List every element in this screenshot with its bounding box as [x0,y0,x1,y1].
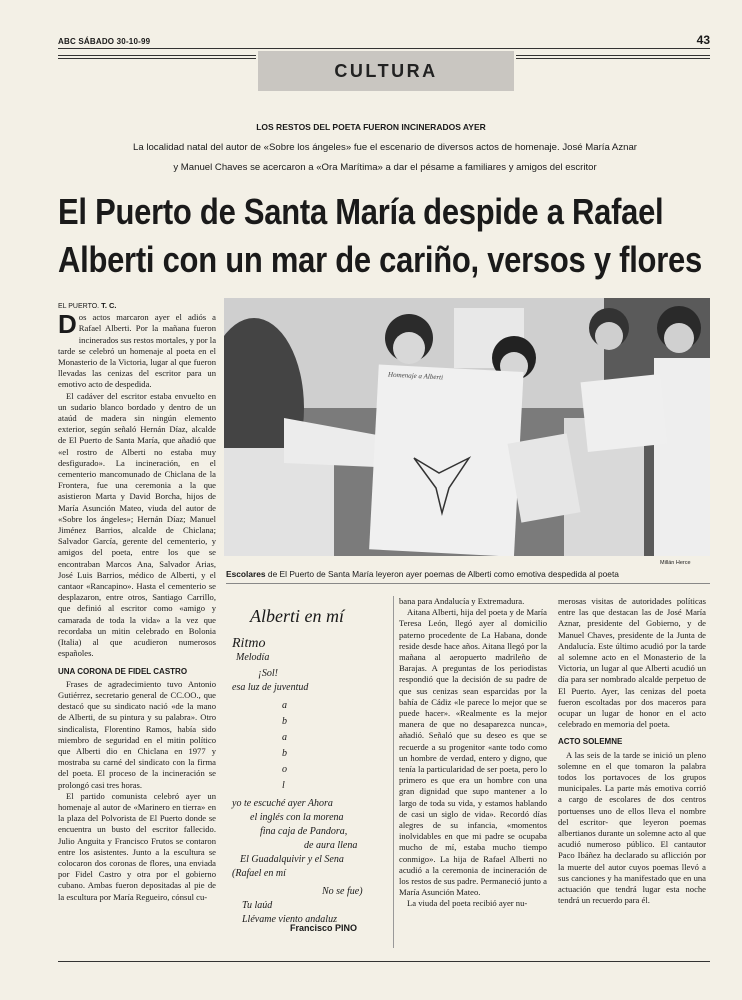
page-number: 43 [696,33,710,47]
byline-author: T. C. [101,301,117,310]
paragraph: Frases de agradecimiento tuvo Antonio Gutiérrez, secretario general de CC.OO., que destacó que su sindicato nació «de la mano de Alberti, de su pintura y su palabra». Otro sindicalista, Florentino Ramos, había sido miembro de seguridad en el mitin político que Alberti dio en Chiclana en 1977 y mostraba su carné del sindicato con la firma del poeta. El proceso de la incineración se prolongó casi tres horas. [58,678,216,790]
poem-line: de aura llena [304,840,358,851]
poem-line: No se fue) [322,886,363,897]
poem-line [232,637,265,652]
poem-line: yo te escuché ayer Ahora [232,798,333,809]
poem-line: fina caja de Pandora, [260,826,348,837]
headline-line: El Puerto de Santa María despide a Rafael [58,191,664,232]
paragraph: A las seis de la tarde se inició un pleno solemne en el que tomaron la palabra todos los portavoces de los grupos municipales. La parte más emotiva corrió a cargo de escolares de dos centros portuenses uno de ellos lleva el nombre del escritor- que leyeron poemas albertianos durante un solemne acto al que acudió numeroso público. El cantautor Paco Ibáñez ha declarado su aflicción por la muerte del autor cuyos poemas llevó a sus canciones y ha manifestado que en una actuación que tendrá lugar esta noche tendrá un recuerdo para él. [558,749,706,906]
column-divider [393,596,394,948]
poem-line: (Rafael en mí [232,868,286,879]
band-rule-left-2 [58,58,256,59]
paragraph: El cadáver del escritor estaba envuelto en un sudario blanco bordado y dentro de un ataúd de madera sin ningún elemento exterior, según señaló Hernán Díaz, alcalde de El Puerto de Santa María, que añadió que «el rostro de Alberti no estaba muy desfigurado». La incineración, en el cementerio mancomunado de Chiclana de la Frontera, fue una ceremonia a la que asistieron Marta y David Borcha, hijos de María Asunción Mateo, viuda del autor de «Sobre los ángeles»; Hernán Díaz; Manuel Jiménez Barrios, alcalde de Chiclana; Salvador García, gerente del cementerio, y amigos del poeta, entre los que se encontraban Marcos Ana, Salvador Arias, José Luis Barrios, médico de Alberti, y el cantaor «Rancapino». Hasta el cementerio se desplazaron, entre otros, Santiago Carrillo, que definió al escritor como «amigo y camarada de toda la vida» a la vez que recordaba un mitin celebrado en Bolonia (Italia) al que acudieron numerosos españoles. [58,390,216,659]
poem-line: Melodía [236,652,270,663]
paragraph: os actos marcaron ayer el adiós a Rafael Alberti. Por la mañana fueron incinerados sus restos mortales, y por la tarde se celebró un homenaje al poeta en el Monasterio de la Victoria, lugar al que fueron llevadas las cenizas del escritor para un emotivo acto de despedida. [58,312,217,390]
band-rule-right-2 [516,58,710,59]
poem-body [226,637,389,937]
subheading: UNA CORONA DE FIDEL CASTRO [58,666,188,676]
page-header-date: ABC SÁBADO 30-10-99 [58,37,151,46]
poem-box [226,592,389,947]
deck [60,138,710,178]
caption-rule [226,583,710,584]
band-rule-right [516,55,710,56]
paragraph: La viuda del poeta recibió ayer nu- [407,898,528,909]
headline [58,188,712,284]
poem-line: El Guadalquivir y el Sena [240,854,344,865]
deck-line: y Manuel Chaves se acercaron a «Ora Marítima» a dar el pésame a familiares y amigos del escritor [173,162,597,173]
article-column-4 [558,596,706,906]
handwritten-paper-title: Homenaje a Alberti [387,370,444,382]
poem-line: esa luz de juventud [232,682,309,693]
poem-line: b [282,748,287,759]
photo-credit: Millán Herce [660,560,691,566]
paragraph: El partido comunista celebró ayer un homenaje al autor de «Marinero en tierra» en la plaza del Polvorista de El Puerto donde se encuentra un busto del escritor fallecido. Julio Anguita y Francisco Frutos se contaron entre los asistentes. Junto a la escultura se colocaron dos coronas de flores, una enviada por Fidel Castro y otra por el gobierno cubano. Ambas fueron depositadas al pie de la escultura por María Regueiro, cónsul cu- [58,790,216,902]
section-title: CULTURA [334,60,438,81]
caption-lead: Escolares [226,569,266,579]
poem-line: ¡Sol! [258,668,278,679]
headline-line: Alberti con un mar de cariño, versos y flores [58,239,702,280]
byline [58,300,216,312]
byline-place: EL PUERTO. [58,303,100,310]
footer-rule [58,961,710,962]
section-band [258,51,514,91]
news-photo [224,298,710,556]
drop-cap: D [58,309,77,340]
header-rule [58,48,710,49]
band-rule-left [58,55,256,56]
poem-author: Francisco PINO [290,923,358,933]
poem-line: b [282,716,287,727]
article-column-3 [399,596,547,910]
article-column-1 [58,300,216,903]
poem-line-text: Ritmo [232,636,266,651]
poem-line: Tu laúd [242,900,273,911]
poem-line: a [282,700,287,711]
poem-line: l [282,780,285,791]
kicker: LOS RESTOS DEL POETA FUERON INCINERADOS AYER [256,122,486,132]
paragraph: merosas visitas de autoridades políticas entre las que destacan las de José María Aznar, presidente del Gobierno, y de Manuel Chaves, presidente de la Junta de Andalucía. Este último acudió por la tarde al solemne acto en el Monasterio de la Victoria, un lugar al que Alberti acudió un día para ser nombrado alcalde perpetuo de El Puerto. Ayer, las cenizas del poeta fueron escoltadas por dos maceros para ocupar un lugar de honor en el acto celebrado en memoria del poeta. [558,596,706,730]
poem-line: o [282,764,287,775]
poem-line: el inglés con la morena [250,812,344,823]
poem-title: Alberti en mí [250,606,344,626]
poem-line: a [282,732,287,743]
poem-line: Llévame viento andaluz [242,914,337,925]
caption-text: de El Puerto de Santa María leyeron ayer poemas de Alberti como emotiva despedida al poeta [265,569,619,579]
photo-caption [226,569,619,579]
paragraph: Aitana Alberti, hija del poeta y de María Teresa León, llegó ayer al domicilio paterno procedente de La Habana, donde reside desde hace años. Aitana llegó por la mañana al aeropuerto madrileño de Barajas. A preguntas de los periodistas respondió que la decisión de su padre de que sus cenizas sean esparcidas por la bahía de Cádiz «le parece lo mejor que se puede hacer». «Realmente es la mejor manera de que no desaparezca nunca», añadió. Señaló que su deseo es que se recuerde a su progenitor «ante todo como un hombre de verdad, entero y digno, que tenía la particularidad de ser poeta, pero lo primero es que era un hombre con una gran dignidad que supo mantener a lo largo de toda su vida, y estamos hablando de casi un siglo de vida». Recordó días alegres de su infancia, «momentos inolvidables en que mi padre se ocupaba mucho de mí, estaba mucho tiempo conmigo». La hija de Rafael Alberti no acudió a la ceremonia de incineración de los restos de sus padre. Permaneció junto a María Asunción Mateo. [399,607,547,898]
subheading: ACTO SOLEMNE [558,737,623,747]
paragraph: bana para Andalucía y Extremadura. [399,596,525,606]
deck-line: La localidad natal del autor de «Sobre los ángeles» fue el escenario de diversos actos de homenaje. José María Aznar [133,142,637,153]
photo-illustration [224,298,710,556]
